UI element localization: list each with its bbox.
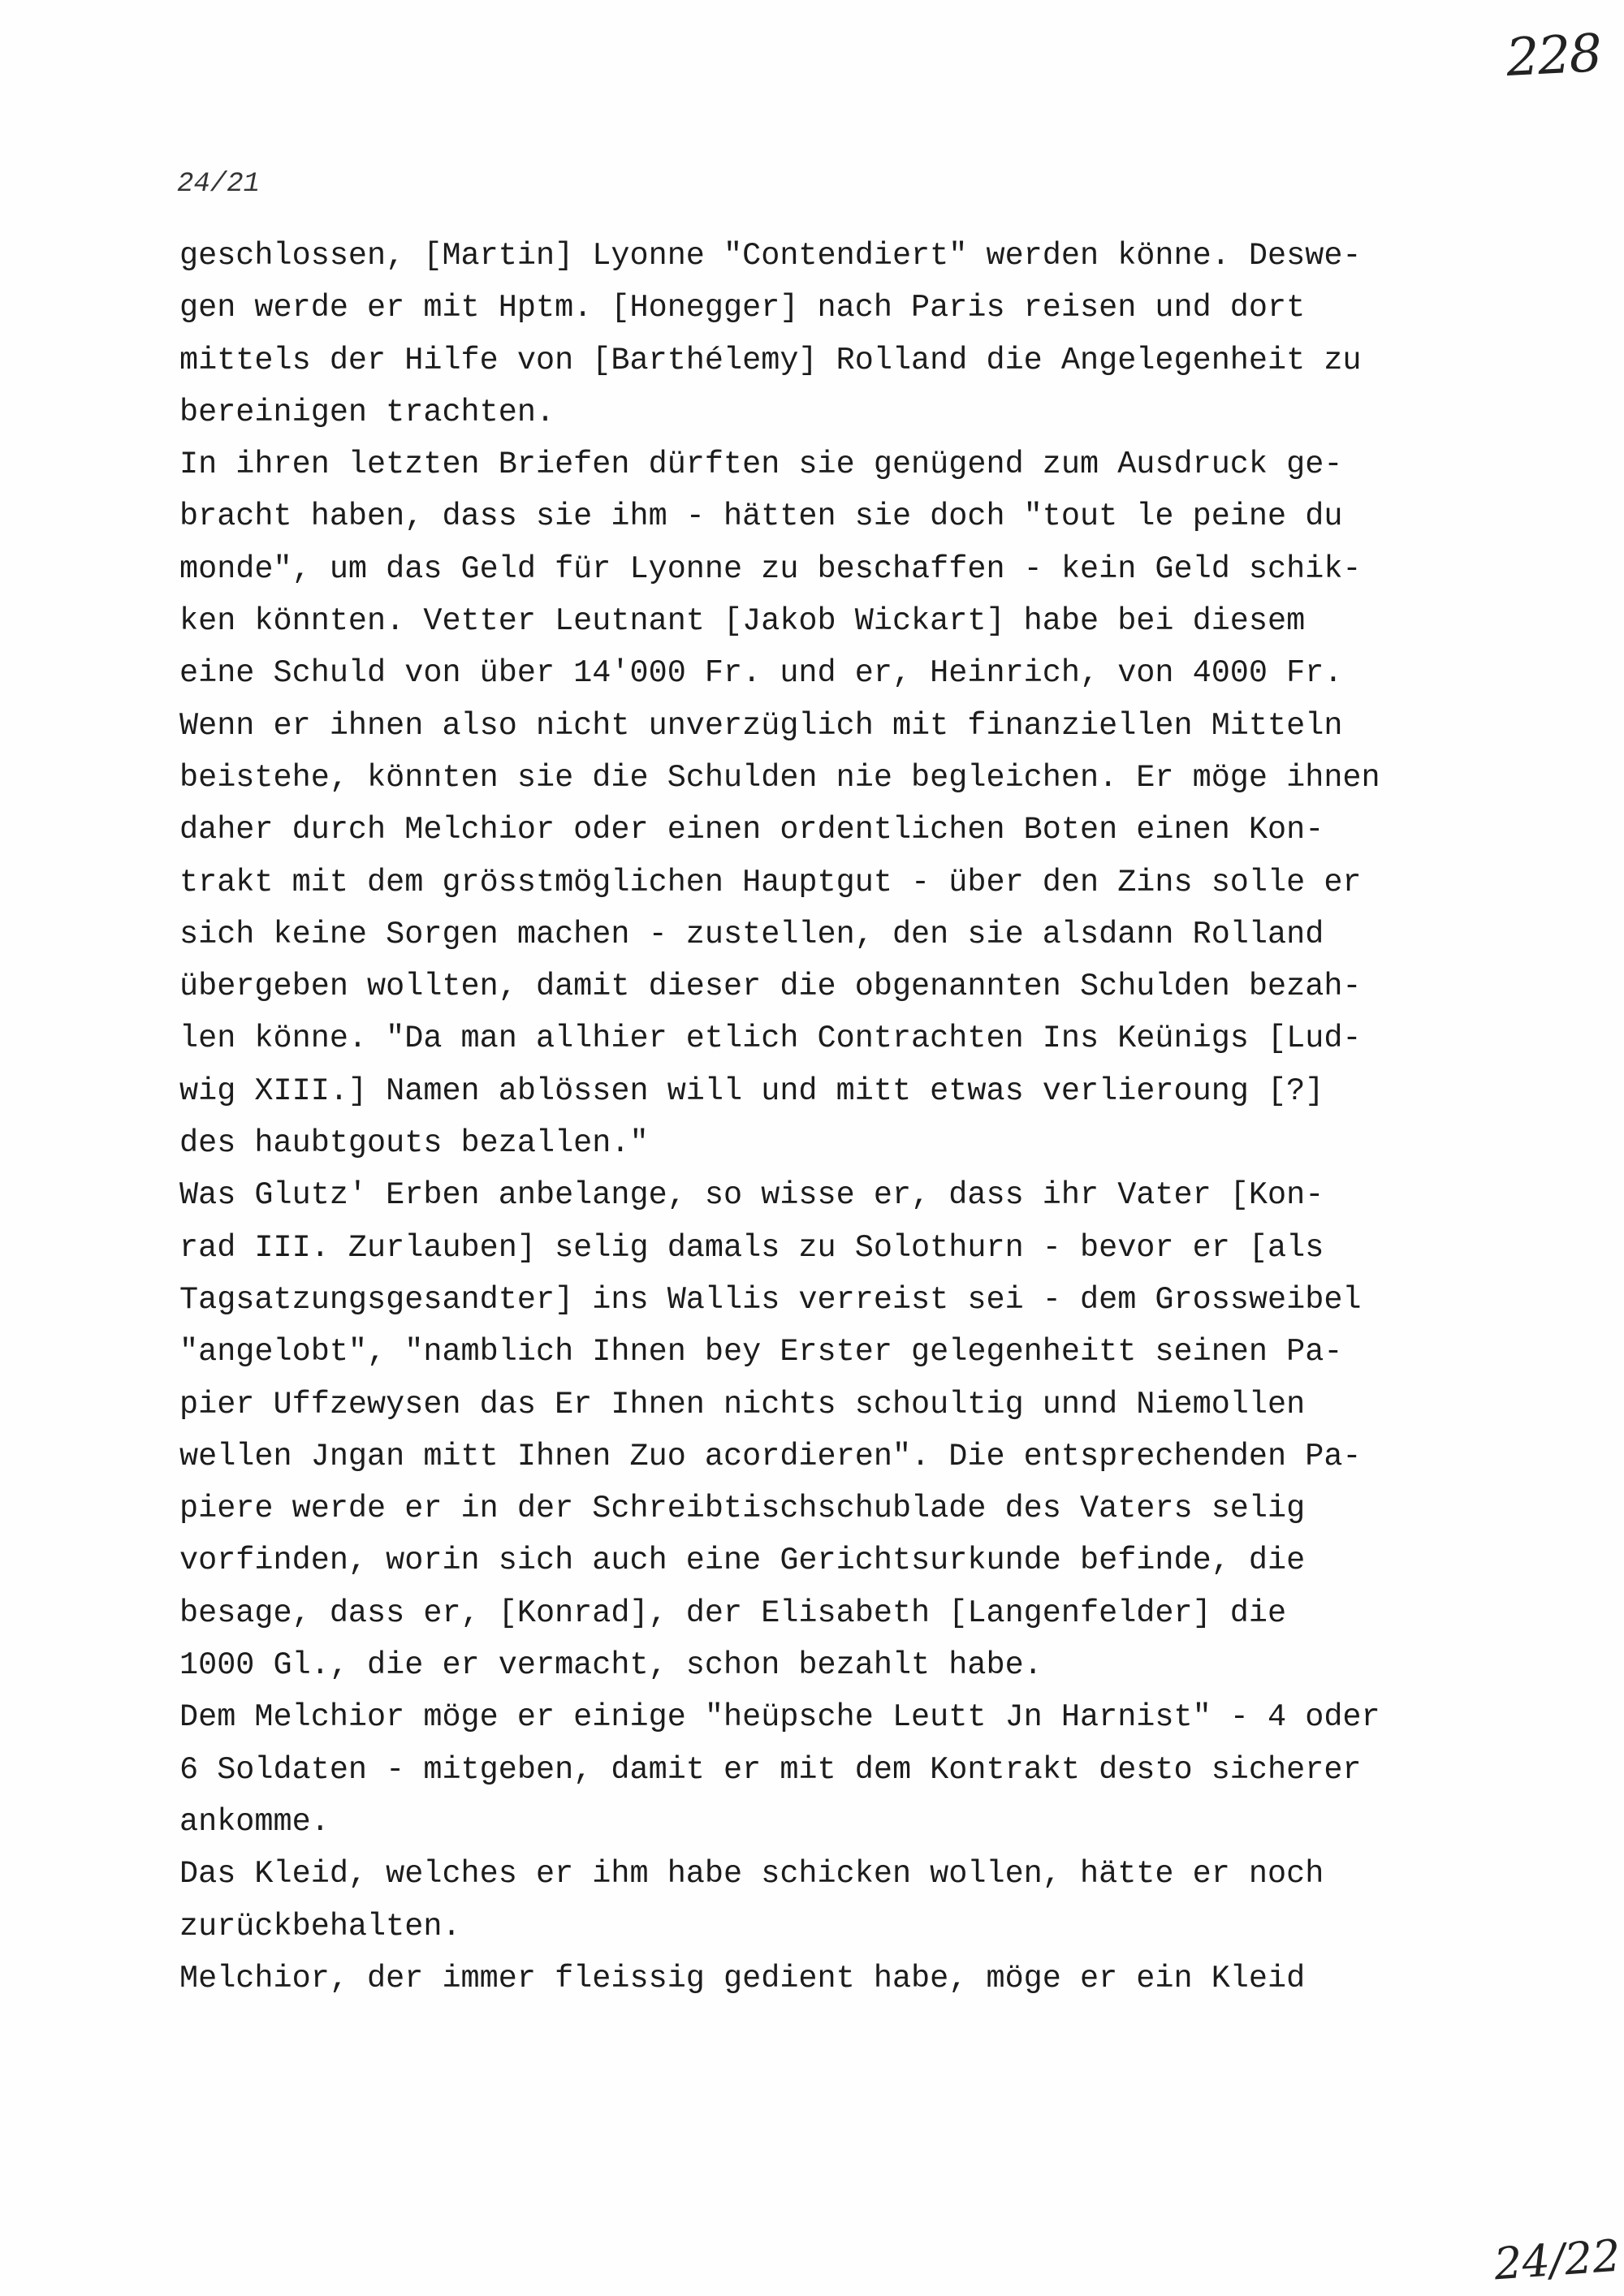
handwritten-page-number: 228 [1505, 24, 1603, 88]
text-line: sich keine Sorgen machen - zustellen, den sie alsdann Rolland [179, 916, 1324, 952]
text-line: ken könnten. Vetter Leutnant [Jakob Wickart] habe bei diesem [179, 603, 1306, 640]
text-line: piere werde er in der Schreibtischschublade des Vaters selig [179, 1491, 1306, 1527]
text-line: 6 Soldaten - mitgeben, damit er mit dem Kontrakt desto sicherer [179, 1751, 1362, 1788]
text-line: In ihren letzten Briefen dürften sie genügend zum Ausdruck ge- [179, 447, 1343, 483]
text-line: "angelobt", "namblich Ihnen bey Erster gelegenheitt seinen Pa- [179, 1334, 1343, 1370]
handwritten-archive-mark: 24/22 [1492, 2229, 1622, 2290]
text-line: vorfinden, worin sich auch eine Gerichtsurkunde befinde, die [179, 1543, 1306, 1579]
text-line: eine Schuld von über 14'000 Fr. und er, Heinrich, von 4000 Fr. [179, 655, 1343, 692]
text-line: besage, dass er, [Konrad], der Elisabeth [Langenfelder] die [179, 1595, 1287, 1631]
text-line: pier Uffzewysen das Er Ihnen nichts schoultig unnd Niemollen [179, 1386, 1306, 1422]
text-line: zurückbehalten. [179, 1908, 461, 1944]
text-line: monde", um das Geld für Lyonne zu beschaffen - kein Geld schik- [179, 550, 1362, 587]
text-line: rad III. Zurlauben] selig damals zu Solothurn - bevor er [als [179, 1229, 1324, 1266]
text-line: Tagsatzungsgesandter] ins Wallis verreist sei - dem Grossweibel [179, 1281, 1362, 1318]
text-line: mittels der Hilfe von [Barthélemy] Rolland die Angelegenheit zu [179, 342, 1362, 378]
text-line: 1000 Gl., die er vermacht, schon bezahlt habe. [179, 1647, 1043, 1684]
reference-code: 24/21 [177, 169, 261, 200]
text-line: Melchior, der immer fleissig gedient habe, möge er ein Kleid [179, 1960, 1306, 1996]
text-line: wig XIII.] Namen ablössen will und mitt etwas verlieroung [?] [179, 1072, 1324, 1109]
text-line: Wenn er ihnen also nicht unverzüglich mit finanziellen Mitteln [179, 707, 1343, 744]
text-line: trakt mit dem grösstmöglichen Hauptgut - über den Zins solle er [179, 864, 1362, 900]
text-line: len könne. "Da man allhier etlich Contrachten Ins Keünigs [Lud- [179, 1021, 1362, 1057]
body-text [179, 230, 1479, 2005]
text-line: gen werde er mit Hptm. [Honegger] nach Paris reisen und dort [179, 290, 1306, 326]
text-line: bracht haben, dass sie ihm - hätten sie doch "tout le peine du [179, 498, 1343, 535]
text-line: ankomme. [179, 1803, 330, 1840]
text-line: Dem Melchior möge er einige "heüpsche Leutt Jn Harnist" - 4 oder [179, 1699, 1380, 1736]
text-line: Das Kleid, welches er ihm habe schicken wollen, hätte er noch [179, 1856, 1324, 1892]
text-line: übergeben wollten, damit dieser die obgenannten Schulden bezah- [179, 969, 1362, 1005]
text-line: beistehe, könnten sie die Schulden nie begleichen. Er möge ihnen [179, 759, 1380, 796]
text-line: bereinigen trachten. [179, 394, 555, 430]
text-line: wellen Jngan mitt Ihnen Zuo acordieren". Die entsprechenden Pa- [179, 1438, 1362, 1474]
text-line: Was Glutz' Erben anbelange, so wisse er, dass ihr Vater [Kon- [179, 1177, 1324, 1214]
text-line: des haubtgouts bezallen." [179, 1125, 649, 1162]
text-line: daher durch Melchior oder einen ordentlichen Boten einen Kon- [179, 812, 1324, 848]
text-line: geschlossen, [Martin] Lyonne "Contendiert" werden könne. Deswe- [179, 238, 1362, 274]
